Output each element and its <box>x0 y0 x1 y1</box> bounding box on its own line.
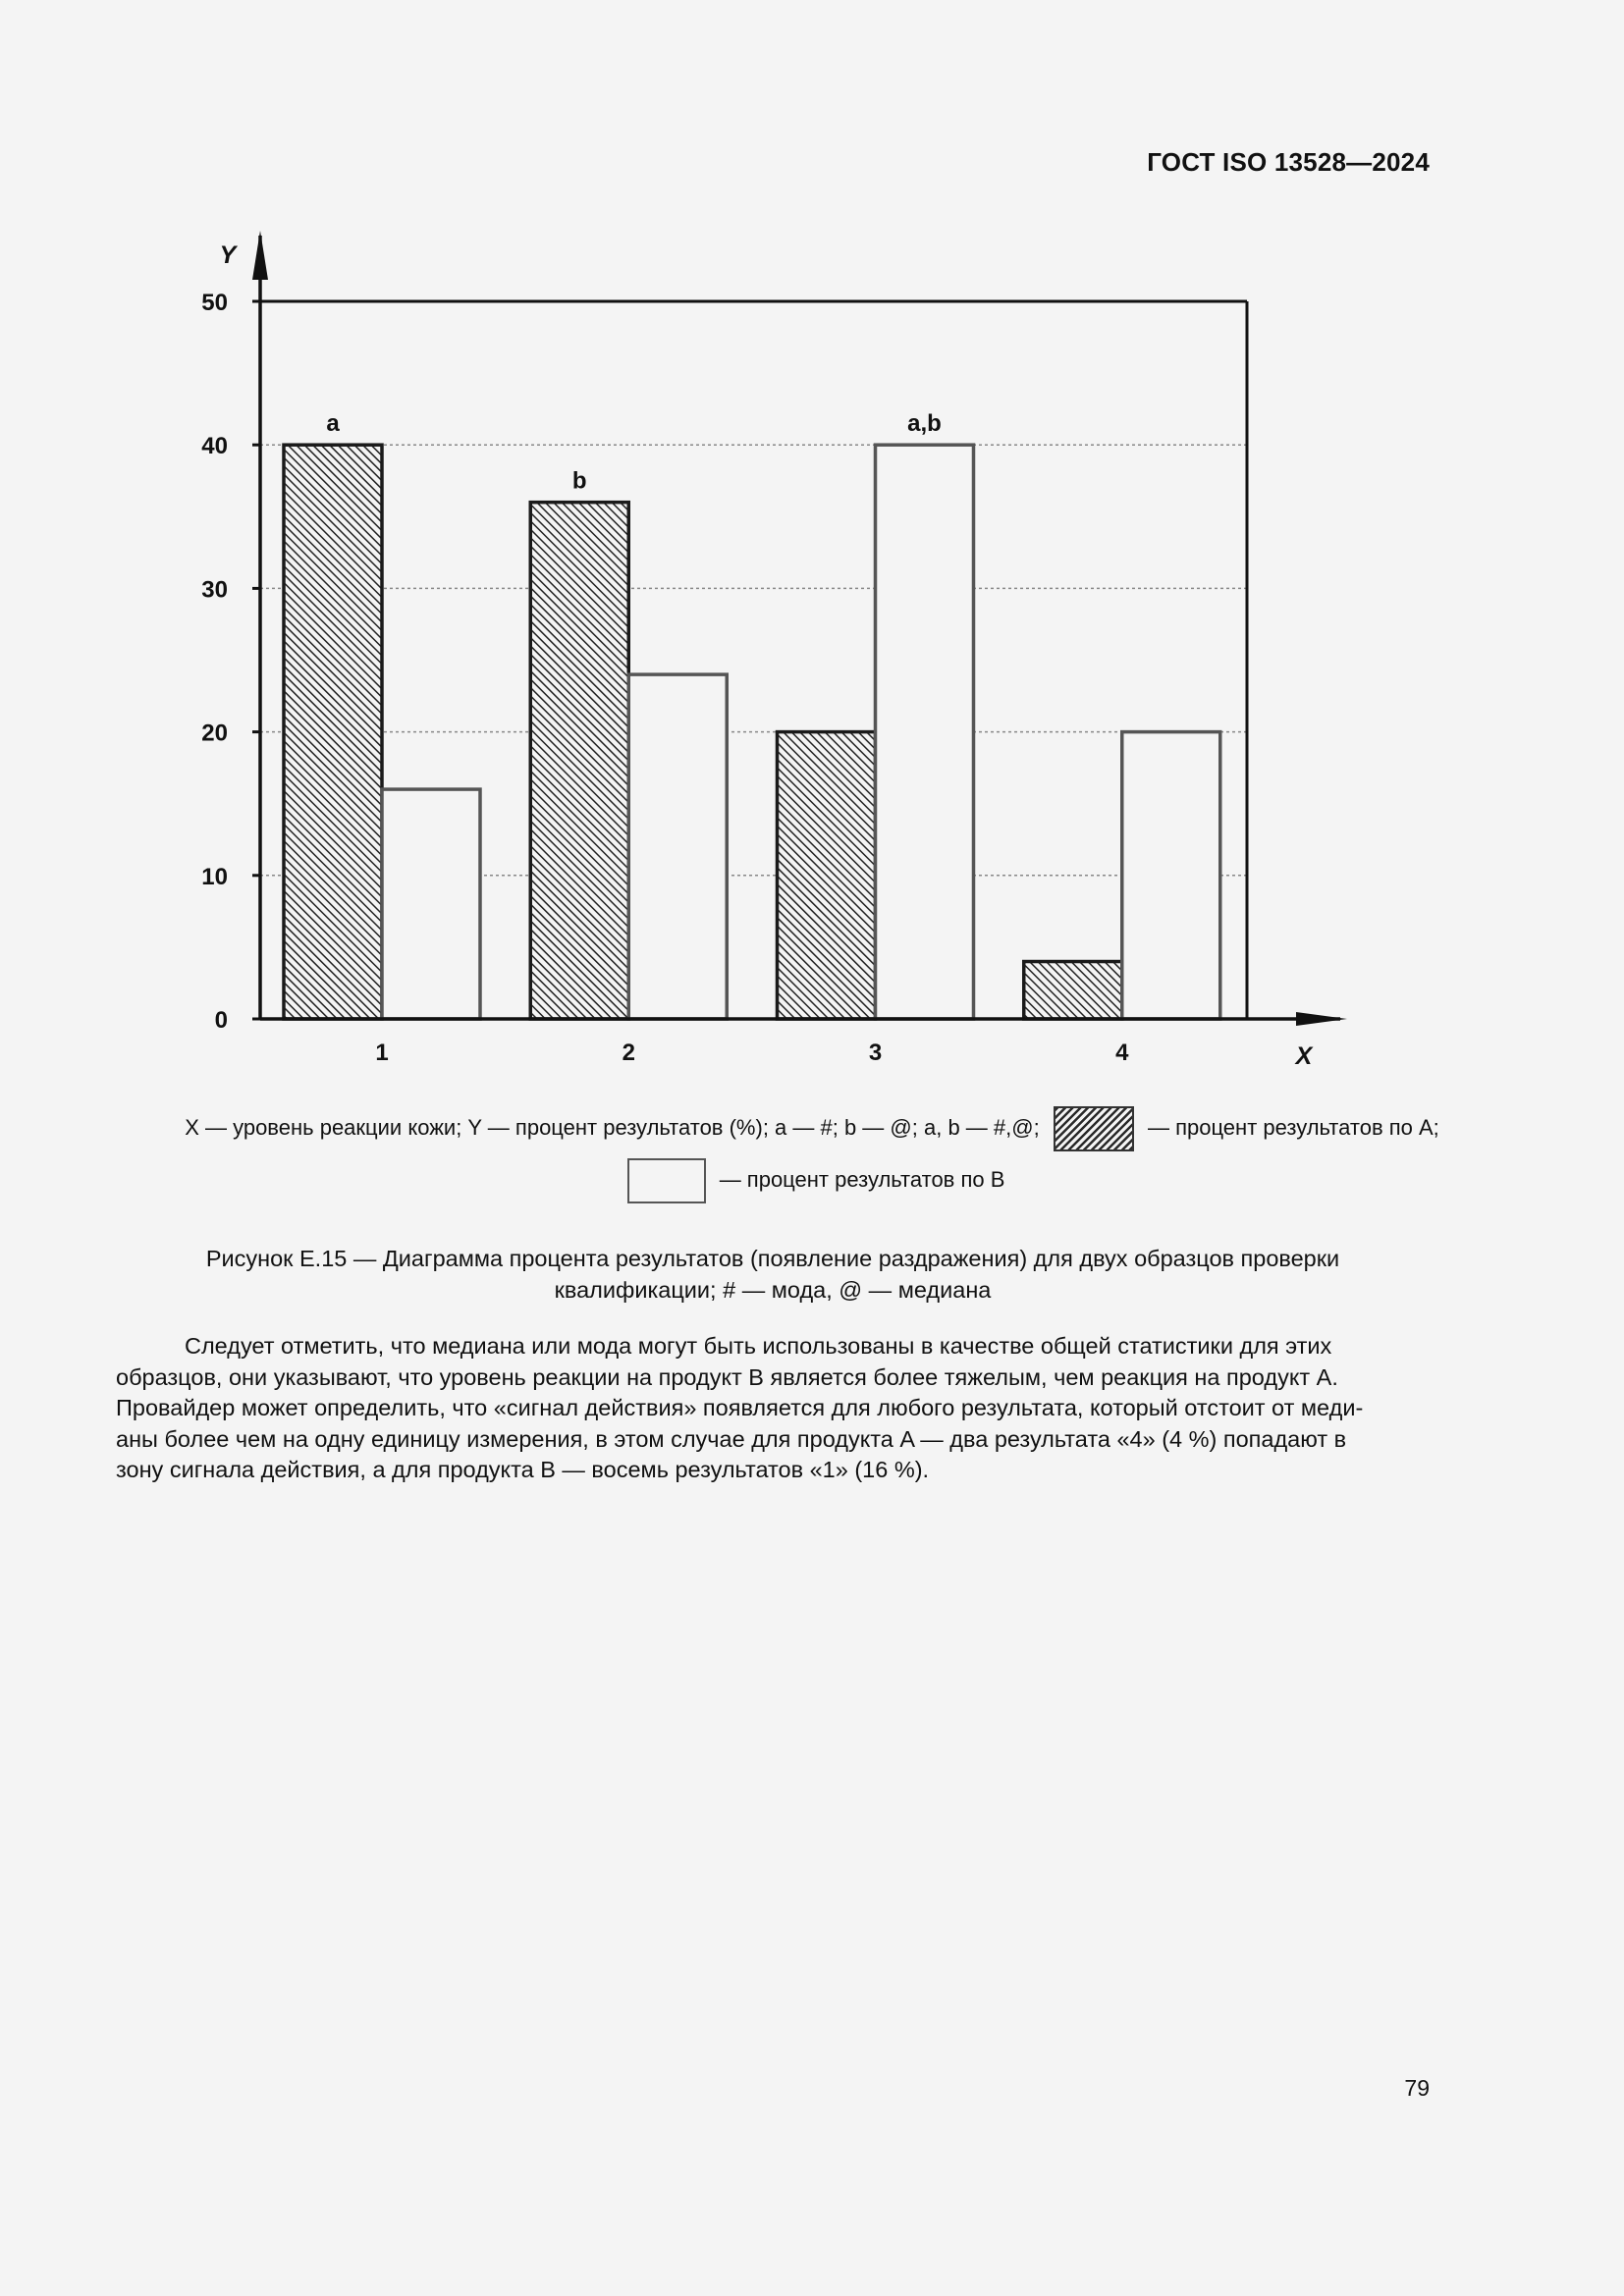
bar-B-4 <box>1122 732 1220 1019</box>
paragraph-line-2: образцов, они указывают, что уровень реакции на продукт B является более тяжелым, чем реакция на продукт A. <box>116 1363 1338 1390</box>
bar-A-4 <box>1024 962 1122 1019</box>
bar-annotation-1: b <box>571 467 587 495</box>
x-axis-label: X <box>1295 1042 1313 1070</box>
bar-B-2 <box>628 674 727 1019</box>
legend-line-1 <box>0 1106 1624 1151</box>
bar-B-1 <box>382 789 480 1019</box>
y-tick-label-40: 40 <box>201 433 228 460</box>
paragraph-line-1: Следует отметить, что медиана или мода могут быть использованы в качестве общей статистики для этих <box>185 1333 1332 1359</box>
y-tick-label-0: 0 <box>214 1007 228 1034</box>
x-tick-label-3: 3 <box>868 1040 883 1066</box>
paragraph-line-3: Провайдер может определить, что «сигнал действия» появляется для любого результата, который отстоит от меди- <box>116 1395 1364 1420</box>
figure-caption <box>157 1243 1388 1306</box>
legend-swatch-a <box>1054 1106 1134 1151</box>
y-axis-arrow <box>252 231 268 280</box>
legend-definitions: X — уровень реакции кожи; Y — процент результатов (%); a — #; b — @; a, b — #,@; <box>185 1114 1040 1140</box>
bar-A-2 <box>530 503 628 1019</box>
body-paragraph <box>116 1331 1430 1486</box>
caption-line-2: квалификации; # — мода, @ — медиана <box>554 1277 992 1303</box>
legend-swatch-b <box>627 1158 706 1203</box>
x-axis-arrow <box>1296 1012 1347 1026</box>
bar-B-3 <box>876 445 974 1019</box>
y-tick-label-30: 30 <box>201 576 228 604</box>
standard-code: ГОСТ ISO 13528—2024 <box>1147 147 1430 177</box>
bar-annotation-2: a,b <box>907 410 942 438</box>
page-number: 79 <box>1404 2075 1430 2101</box>
legend-label-a: — процент результатов по A; <box>1147 1114 1439 1140</box>
y-tick-label-10: 10 <box>201 863 228 890</box>
y-axis-label: Y <box>219 241 237 269</box>
x-tick-label-2: 2 <box>622 1040 635 1066</box>
bar-A-3 <box>778 732 876 1019</box>
bar-chart <box>0 0 1624 1109</box>
paragraph-line-4: аны более чем на одну единицу измерения, в этом случае для продукта A — два результата «4» (4 %) попадают в <box>116 1425 1347 1452</box>
x-tick-label-1: 1 <box>375 1040 389 1066</box>
y-tick-label-50: 50 <box>201 290 228 316</box>
y-tick-label-20: 20 <box>201 720 228 747</box>
legend-label-b: — процент результатов по B <box>719 1166 1005 1192</box>
caption-line-1: Рисунок Е.15 — Диаграмма процента результатов (появление раздражения) для двух образцов проверки <box>205 1246 1340 1271</box>
x-tick-label-4: 4 <box>1115 1040 1129 1066</box>
legend-line-2 <box>0 1158 1624 1203</box>
bar-annotation-0: a <box>326 410 340 438</box>
paragraph-line-5: зону сигнала действия, а для продукта B — восемь результатов «1» (16 %). <box>116 1457 930 1482</box>
bar-A-1 <box>284 445 382 1019</box>
